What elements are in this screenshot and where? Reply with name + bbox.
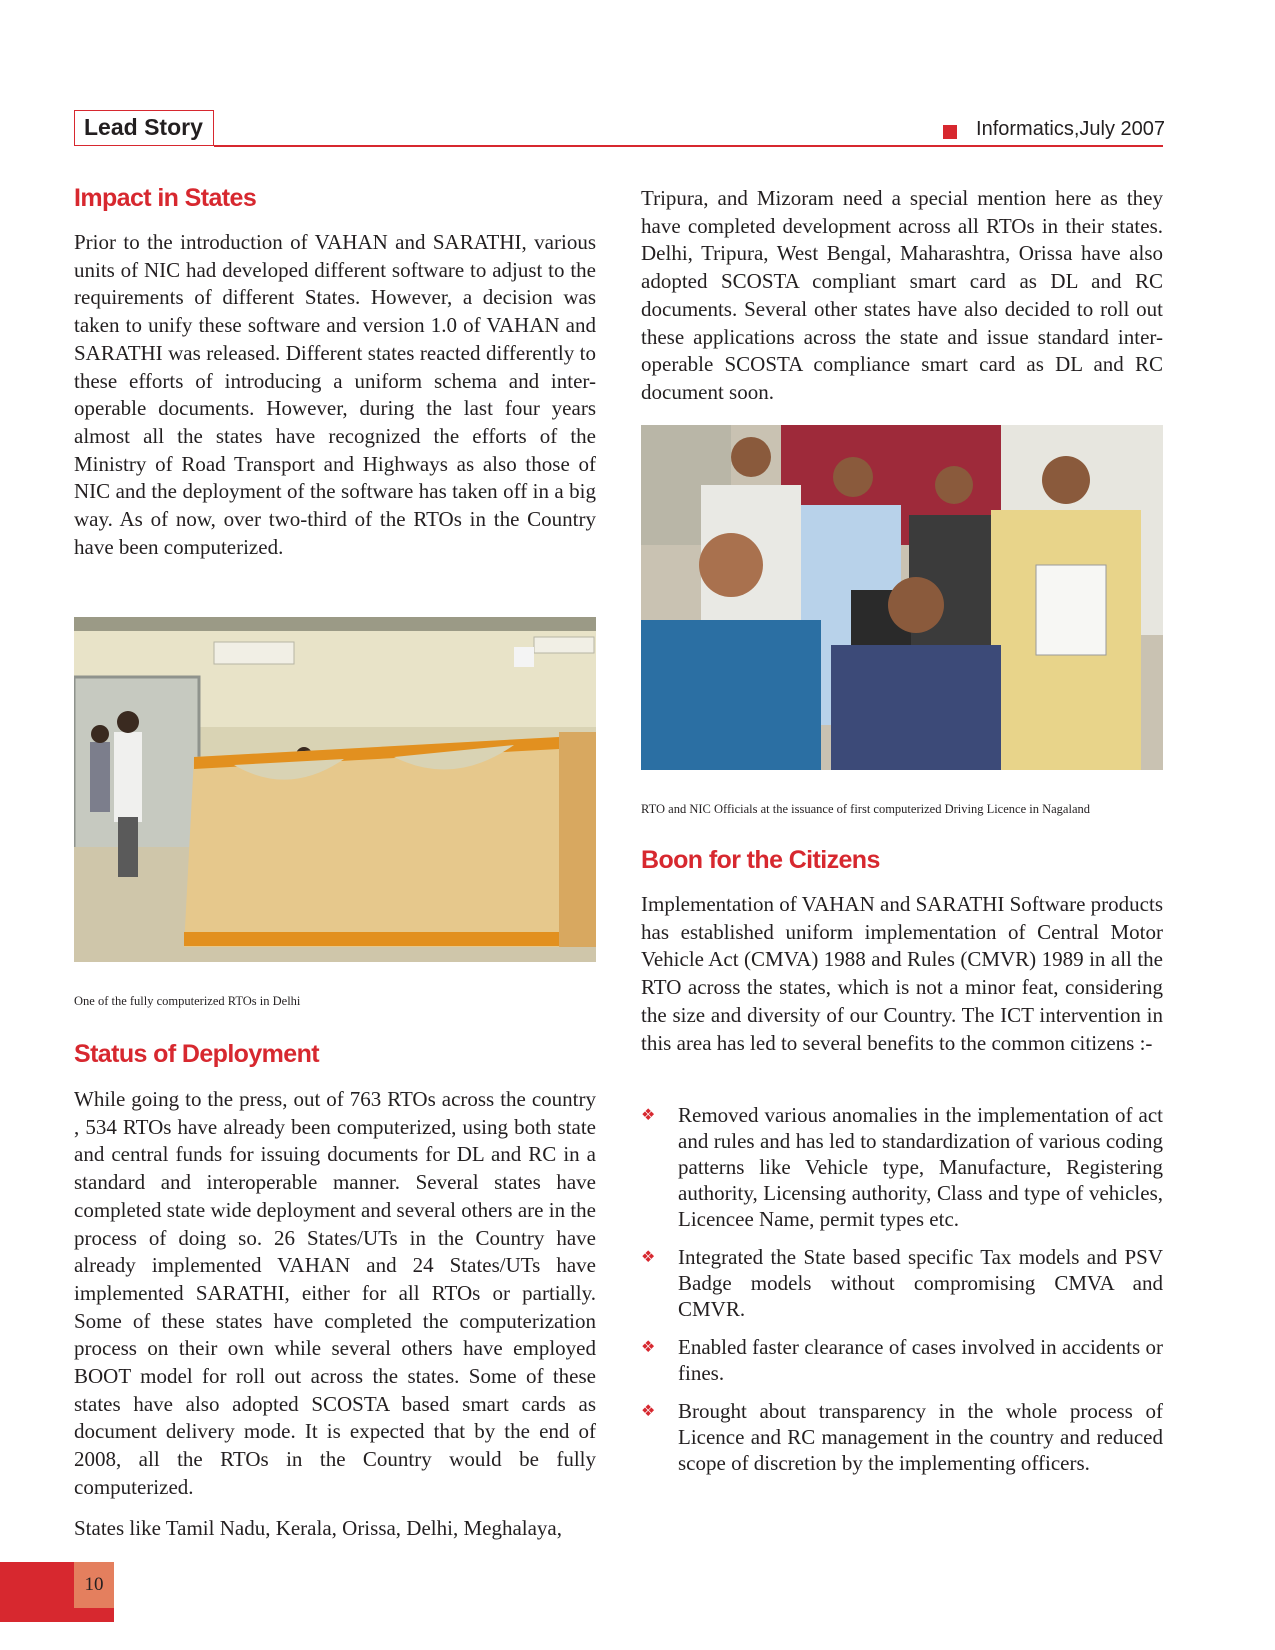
boon-body (641, 891, 1163, 1057)
diamond-cluster-icon: ❖ (641, 1401, 656, 1420)
left-photo-caption: One of the fully computerized RTOs in Delhi (74, 994, 301, 1008)
impact-section (74, 182, 596, 214)
officials-illustration (641, 425, 1163, 770)
left-photo-caption-wrap (74, 994, 596, 1009)
rto-office-illustration (74, 617, 596, 962)
header-rule (214, 145, 1163, 147)
diamond-cluster-icon: ❖ (641, 1337, 656, 1356)
benefit-item: ❖ Brought about transparency in the whole process of Licence and RC management in the country and reduced scope of discretion by the implementing officers. (641, 1399, 1163, 1475)
boon-section (641, 844, 1163, 876)
continued-paragraph: Tripura, and Mizoram need a special mention here as they have completed development across all RTOs in their states. Delhi, Tripura, West Bengal, Maharashtra, Orissa have also adopted SCOSTA compliant smart card as DL and RC documents. Several other states have also decided to roll out these applications across the state and issue standard inter-operable SCOSTA compliance smart card as DL and RC document soon. (641, 186, 1163, 404)
benefits-list-wrap (641, 1102, 1163, 1488)
officials-photo (641, 425, 1163, 770)
publication-info: Informatics,July 2007 (976, 118, 1165, 140)
boon-paragraph: Implementation of VAHAN and SARATHI Software products has established uniform implementation of Central Motor Vehicle Act (CMVA) 1988 and Rules (CMVR) 1989 in all the RTO across the states, which is not a minor feat, considering the size and diversity of our Country. The ICT intervention in this area has led to several benefits to the common citizens :- (641, 892, 1163, 1055)
states-body (74, 1515, 596, 1543)
states-paragraph: States like Tamil Nadu, Kerala, Orissa, Delhi, Meghalaya, (74, 1516, 563, 1540)
status-paragraph: While going to the press, out of 763 RTOs across the country , 534 RTOs have already been computerized, using both state and central funds for issuing documents for DL and RC in a standard and interoperable manner. Several states have completed state wide deployment and several others are in the process of doing so. 26 States/UTs in the Country have already implemented VAHAN and 24 States/UTs have implemented SARATHI, either for all RTOs or partially. Some of these states have completed the computerization process on their own while several others have employed BOOT model for roll out across the states. Some of these states have also adopted SCOSTA based smart cards as document delivery mode. It is expected that by the end of 2008, all the RTOs in the Country would be fully computerized. (74, 1087, 596, 1499)
benefits-list (641, 1102, 1163, 1476)
benefit-item: ❖ Integrated the State based specific Tax models and PSV Badge models without compromising CMVA and CMVR. (641, 1245, 1163, 1321)
benefit-item: ❖ Enabled faster clearance of cases involved in accidents or fines. (641, 1335, 1163, 1385)
right-photo-caption: RTO and NIC Officials at the issuance of first computerized Driving Licence in Nagaland (641, 802, 1090, 816)
footer-bar (0, 1562, 74, 1622)
impact-body (74, 229, 596, 561)
footer-accent (74, 1608, 114, 1622)
section-label: Lead Story (74, 110, 214, 146)
rto-office-photo (74, 617, 596, 962)
status-section (74, 1038, 596, 1070)
boon-heading: Boon for the Citizens (641, 846, 880, 874)
impact-paragraph: Prior to the introduction of VAHAN and SARATHI, various units of NIC had developed different software to adjust to the requirements of different States. However, a decision was taken to unify these software and version 1.0 of VAHAN and SARATHI was released. Different states reacted differently to these efforts of introducing a uniform schema and inter-operable documents. However, during the last four years almost all the states have recognized the efforts of the Ministry of Road Transport and Highways as also those of NIC and the deployment of the software has taken off in a big way. As of now, over two-third of the RTOs in the Country have been computerized. (74, 230, 596, 559)
diamond-cluster-icon: ❖ (641, 1105, 656, 1124)
status-heading: Status of Deployment (74, 1040, 319, 1068)
header-square-icon (943, 125, 957, 139)
page-number: 10 (74, 1562, 114, 1608)
right-photo-caption-wrap (641, 802, 1163, 817)
impact-heading: Impact in States (74, 184, 257, 212)
benefit-item: ❖ Removed various anomalies in the implementation of act and rules and has led to standardization of various coding patterns like Vehicle type, Manufacture, Registering authority, Licensing authority, Class and type of vehicles, Licencee Name, permit types etc. (641, 1103, 1163, 1231)
continued-body (641, 185, 1163, 407)
diamond-cluster-icon: ❖ (641, 1247, 656, 1266)
status-body (74, 1086, 596, 1502)
